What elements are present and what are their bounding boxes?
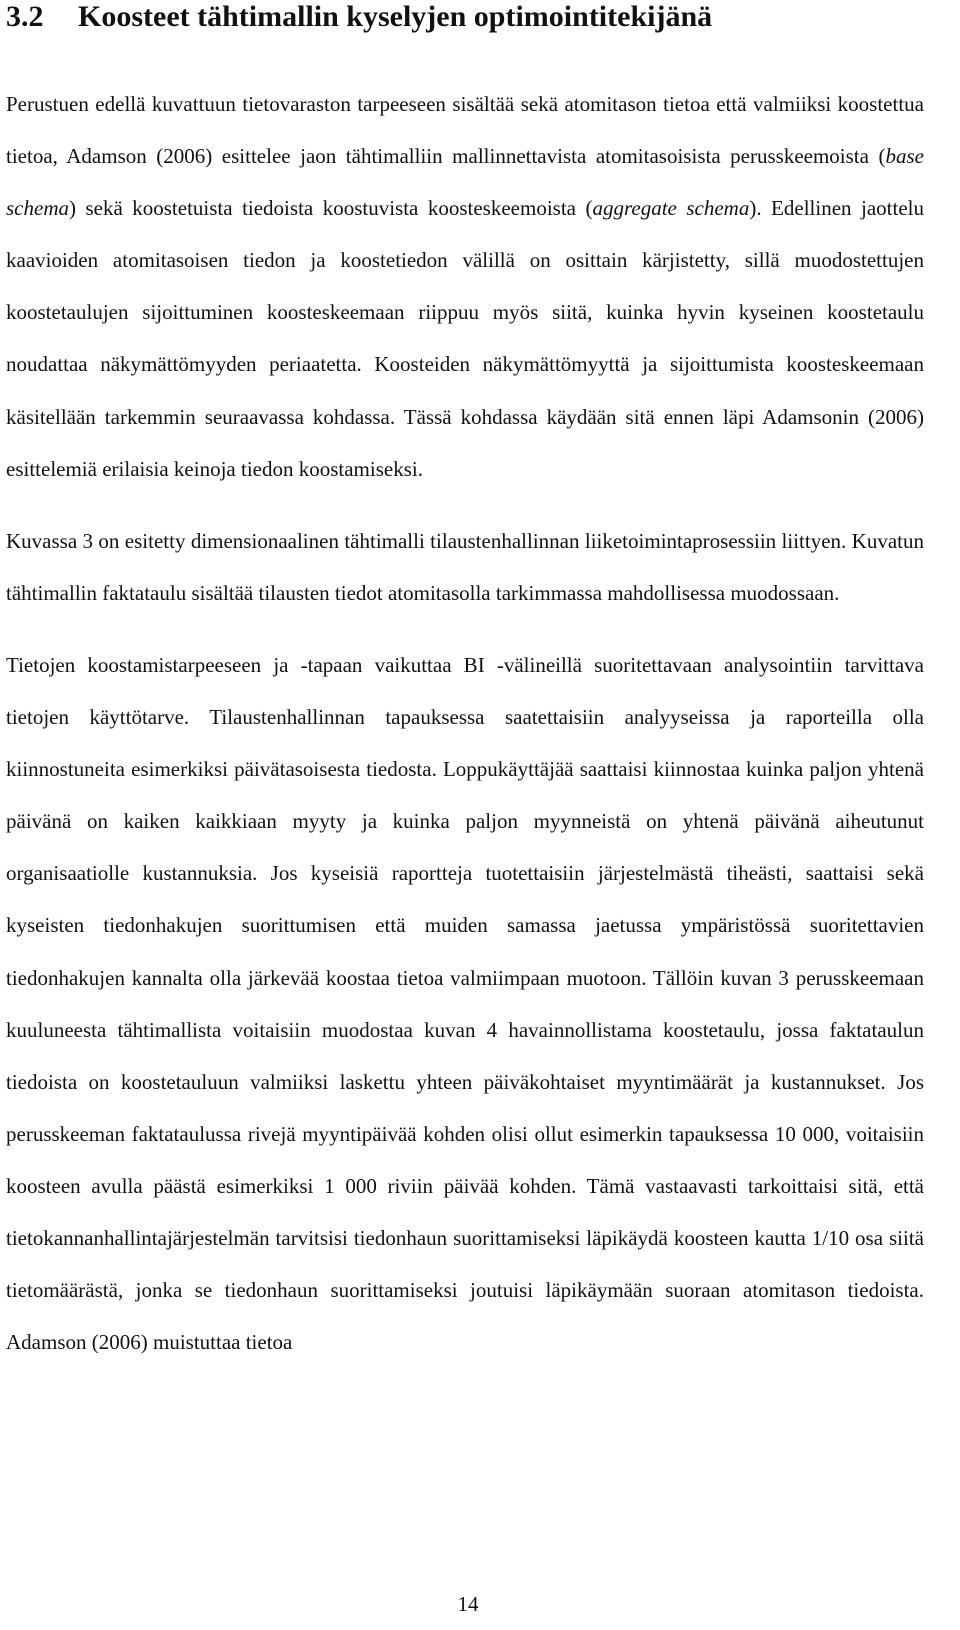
page-number: 14 <box>457 1592 479 1616</box>
term-aggregate-schema: aggregate schema <box>592 196 750 221</box>
document-page <box>6 0 924 1368</box>
section-title: Koosteet tähtimallin kyselyjen optimointitekijänä <box>78 0 713 33</box>
paragraph-1-text-c: ). Edellinen jaottelu kaavioiden atomitasoisen tiedon ja koostetiedon välillä on osittain kärjistetty, sillä muodostettujen koostetaulujen sijoittuminen koosteskeemaan riippuu myös siitä, kuinka hyvin kyseinen koostetaulu noudattaa näkymättömyyden periaatetta. Koosteiden näkymättömyyttä ja sijoittumista koosteskeemaan käsitellään tarkemmin seuraavassa kohdassa. Tässä kohdassa käydään sitä ennen läpi Adamsonin (2006) esittelemiä erilaisia keinoja tiedon koostamiseksi. <box>6 196 924 481</box>
paragraph-1-text-a: Perustuen edellä kuvattuun tietovaraston tarpeeseen sisältää sekä atomitason tietoa että valmiiksi koostettua tietoa, Adamson (2006) esittelee jaon tähtimalliin mallinnettavista atomitasoisista perusskeemoista ( <box>6 92 924 169</box>
paragraph-1 <box>6 78 924 495</box>
term-base-schema: base schema <box>6 144 924 221</box>
paragraph-1-text-b: ) sekä koostetuista tiedoista koostuvista koosteskeemoista ( <box>68 196 593 221</box>
section-number: 3.2 <box>6 0 44 33</box>
paragraph-2: Kuvassa 3 on esitetty dimensionaalinen tähtimalli tilaustenhallinnan liiketoimintaprosessiin liittyen. Kuvatun tähtimallin faktataulu sisältää tilausten tiedot atomitasolla tarkimmassa mahdollisessa muodossaan. <box>6 528 924 605</box>
paragraph-3: Tietojen koostamistarpeeseen ja -tapaan vaikuttaa BI -välineillä suoritettavaan analysointiin tarvittava tietojen käyttötarve. Tilaustenhallinnan tapauksessa saatettaisiin analyyseissa ja raporteilla olla kiinnostuneita esimerkiksi päivätasoisesta tiedosta. Loppukäyttäjää saattaisi kiinnostaa kuinka paljon yhtenä päivänä on kaiken kaikkiaan myyty ja kuinka paljon myynneistä on yhtenä päivänä aiheutunut organisaatiolle kustannuksia. Jos kyseisiä raportteja tuotettaisiin järjestelmästä tiheästi, saattaisi sekä kyseisten tiedonhakujen suorittumisen että muiden samassa jaetussa ympäristössä suoritettavien tiedonhakujen kannalta olla järkevää koostaa tietoa valmiimpaan muotoon. Tällöin kuvan 3 perusskeemaan kuuluneesta tähtimallista voitaisiin muodostaa kuvan 4 havainnollistama koostetaulu, jossa faktataulun tiedoista on koostetauluun valmiiksi laskettu yhteen päiväkohtaiset myyntimäärät ja kustannukset. Jos perusskeeman faktataulussa rivejä myyntipäivää kohden olisi ollut esimerkin tapauksessa 10 000, voitaisiin koosteen avulla päästä esimerkiksi 1 000 riviin päivää kohden. Tämä vastaavasti tarkoittaisi sitä, että tietokannanhallintajärjestelmän tarvitsisi tiedonhaun suorittamiseksi läpikäydä koosteen kautta 1/10 osa siitä tietomäärästä, jonka se tiedonhaun suorittamiseksi joutuisi läpikäymään suoraan atomitason tiedoista. Adamson (2006) muistuttaa tietoa <box>6 652 924 1355</box>
section-heading <box>6 0 924 34</box>
